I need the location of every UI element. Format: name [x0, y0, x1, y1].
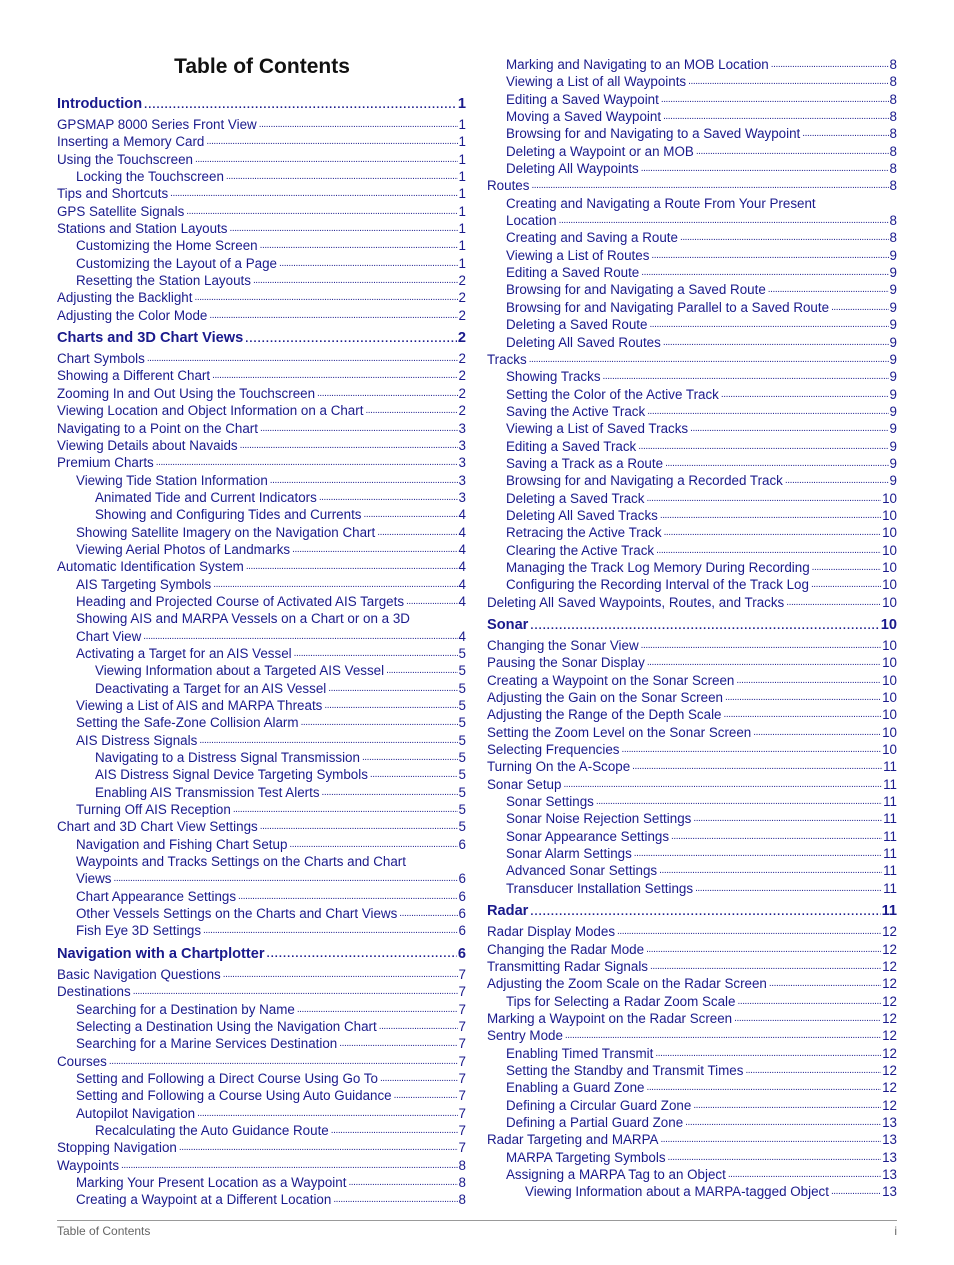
toc-page-number: 4: [458, 507, 466, 523]
toc-entry-title: MARPA Targeting Symbols: [506, 1149, 666, 1165]
toc-page-number: 5: [458, 784, 466, 800]
toc-entry-title: Destinations: [57, 984, 131, 1000]
toc-entry-title: Premium Charts: [57, 455, 154, 471]
toc-page-number: 8: [889, 91, 897, 107]
toc-entry-title: Viewing Aerial Photos of Landmarks: [76, 541, 291, 557]
toc-entry-title: Adjusting the Color Mode: [57, 307, 208, 323]
toc-entry-title: Creating and Navigating a Route From Your Present: [506, 195, 816, 211]
toc-page-number: 11: [883, 811, 897, 827]
toc-page-number: 6: [458, 888, 466, 904]
toc-entry-title: Radar Targeting and MARPA: [487, 1132, 659, 1148]
toc-entry-title: Viewing a List of Saved Tracks: [506, 421, 689, 437]
toc-entry-title: Adjusting the Gain on the Sonar Screen: [487, 690, 723, 706]
toc-page-number: 10: [882, 559, 897, 575]
toc-entry-title: Showing Satellite Imagery on the Navigation Chart: [76, 524, 376, 540]
toc-page-number: 10: [880, 617, 897, 633]
toc-entry[interactable]: [57, 836, 466, 853]
toc-entry-title: Chart Symbols: [57, 351, 145, 367]
toc-entry-title: Deleting All Saved Tracks: [506, 507, 658, 523]
toc-entry-title: Animated Tide and Current Indicators: [95, 489, 317, 505]
toc-entry-title: Deleting a Saved Route: [506, 317, 648, 333]
toc-entry[interactable]: [57, 922, 466, 939]
toc-entry-title: Sonar: [487, 617, 529, 633]
toc-entry-title: Automatic Identification System: [57, 559, 244, 575]
toc-page-number: 7: [458, 1105, 466, 1121]
toc-page-number: 10: [882, 594, 897, 610]
toc-page-number: 6: [458, 836, 466, 852]
toc-page-number: 5: [458, 750, 466, 766]
toc-page-number: 13: [882, 1149, 897, 1165]
toc-entry-title: Radar: [487, 903, 529, 920]
toc-page-number: 6: [458, 871, 466, 887]
toc-page-number: 10: [882, 690, 897, 706]
toc-dot-leader: [695, 878, 882, 897]
toc-page-number: 8: [889, 109, 897, 125]
toc-page-number: 8: [889, 178, 897, 194]
toc-entry[interactable]: [57, 1191, 466, 1208]
toc-page-number: 7: [458, 1001, 466, 1017]
toc-entry-title: Changing the Radar Mode: [487, 941, 645, 957]
toc-page-number: 10: [882, 742, 897, 758]
toc-entry-title: AIS Distress Signals: [76, 732, 198, 748]
toc-page-number: 5: [458, 767, 466, 783]
toc-entry-title: Advanced Sonar Settings: [506, 863, 658, 879]
toc-entry[interactable]: [57, 307, 466, 324]
toc-entry-title: Waypoints: [57, 1157, 120, 1173]
toc-entry-title: Viewing Location and Object Information on a Chart: [57, 403, 364, 419]
toc-page-number: 2: [458, 273, 466, 289]
toc-entry-title: Deleting All Saved Routes: [506, 334, 661, 350]
toc-entry-title: Heading and Projected Course of Activated AIS Targets: [76, 593, 405, 609]
toc-entry-title: Showing Tracks: [506, 369, 601, 385]
toc-entry-title: Sentry Mode: [487, 1028, 563, 1044]
toc-page-number: 1: [458, 134, 466, 150]
toc-section-heading[interactable]: [57, 327, 466, 350]
toc-column-left: [57, 93, 466, 1209]
toc-page-number: 10: [882, 490, 897, 506]
toc-entry-title: Other Vessels Settings on the Charts and Chart Views: [76, 906, 398, 922]
toc-entry-title: Waypoints and Tracks Settings on the Charts and Chart: [76, 854, 406, 870]
toc-page-number: 11: [883, 828, 897, 844]
toc-entry-title: Sonar Appearance Settings: [506, 828, 670, 844]
toc-entry-title: Activating a Target for an AIS Vessel: [76, 645, 292, 661]
toc-entry-title: Turning Off AIS Reception: [76, 802, 231, 818]
toc-entry-title: Marking and Navigating to an MOB Location: [506, 57, 769, 72]
toc-entry-title: Marking a Waypoint on the Radar Screen: [487, 1010, 733, 1026]
toc-dot-leader: [530, 900, 880, 924]
toc-page-number: 12: [882, 1097, 897, 1113]
toc-entry-title: Customizing the Home Screen: [76, 238, 258, 254]
toc-entry-title: Defining a Partial Guard Zone: [506, 1114, 684, 1130]
toc-page-number: 7: [458, 966, 466, 982]
toc-page-number: 8: [458, 1192, 466, 1208]
toc-page-number: 11: [881, 903, 897, 920]
toc-dot-leader: [289, 834, 457, 853]
toc-page-number: 7: [458, 1018, 466, 1034]
toc-page-number: 9: [889, 369, 897, 385]
footer-divider: [57, 1220, 897, 1221]
toc-entry[interactable]: [487, 1183, 897, 1200]
toc-entry-title: Turning On the A-Scope: [487, 759, 631, 775]
toc-page-number: 9: [889, 351, 897, 367]
toc-page-number: 9: [889, 473, 897, 489]
toc-entry-title: Setting the Standby and Transmit Times: [506, 1062, 744, 1078]
toc-page-number: 2: [458, 290, 466, 306]
toc-entry-title: Navigation and Fishing Chart Setup: [76, 836, 288, 852]
toc-entry-title: AIS Targeting Symbols: [76, 576, 212, 592]
toc-entry-title: Showing AIS and MARPA Vessels on a Chart or on a 3D: [76, 611, 410, 627]
toc-entry-title: Clearing the Active Track: [506, 542, 655, 558]
toc-page-number: 8: [889, 143, 897, 159]
toc-entry-title: Tips for Selecting a Radar Zoom Scale: [506, 993, 736, 1009]
toc-page-number: 7: [458, 1070, 466, 1086]
toc-entry-title: Adjusting the Zoom Scale on the Radar Screen: [487, 976, 767, 992]
toc-page-number: 5: [458, 698, 466, 713]
toc-entry-title: Tracks: [487, 351, 527, 367]
footer-section-label: Table of Contents: [57, 1224, 151, 1238]
toc-page-number: 10: [882, 542, 897, 558]
toc-entry-title: Enabling a Guard Zone: [506, 1080, 645, 1096]
toc-page-number: 13: [882, 1132, 897, 1148]
toc-entry[interactable]: [487, 594, 897, 611]
toc-page-number: 12: [882, 976, 897, 992]
toc-entry[interactable]: [57, 576, 466, 593]
toc-entry-title: Editing a Saved Track: [506, 438, 637, 454]
toc-entry-title: Transducer Installation Settings: [506, 880, 694, 896]
toc-entry-title: Viewing a List of AIS and MARPA Threats: [76, 698, 323, 713]
toc-page-number: 10: [882, 724, 897, 740]
toc-entry-title: Routes: [487, 178, 530, 194]
toc-page-number: 11: [883, 759, 897, 775]
toc-entry-title: Creating and Saving a Route: [506, 230, 678, 246]
toc-entry-title: Assigning a MARPA Tag to an Object: [506, 1166, 726, 1182]
toc-entry-title: Transmitting Radar Signals: [487, 958, 649, 974]
toc-entry-title: Editing a Saved Route: [506, 265, 640, 281]
toc-entry-title: Setting and Following a Course Using Auto Guidance: [76, 1088, 392, 1104]
toc-page-number: 3: [458, 472, 466, 488]
toc-entry-title: Recalculating the Auto Guidance Route: [95, 1122, 329, 1138]
toc-entry[interactable]: [487, 880, 897, 897]
toc-page-number: 5: [458, 680, 466, 696]
toc-page-number: 9: [889, 247, 897, 263]
toc-page-number: 13: [882, 1184, 897, 1200]
toc-page-number: 10: [882, 672, 897, 688]
toc-page-number: 8: [889, 230, 897, 246]
toc-entry-title: Location: [506, 213, 557, 229]
toc-page-number: 7: [458, 1036, 466, 1052]
toc-page-number: 2: [458, 351, 466, 367]
toc-page-number: 10: [882, 655, 897, 671]
toc-entry-title: Chart and 3D Chart View Settings: [57, 819, 258, 835]
toc-page-number: 1: [458, 186, 466, 202]
toc-page-number: 12: [882, 1028, 897, 1044]
toc-entry-title: Locking the Touchscreen: [76, 169, 224, 185]
toc-page-number: 4: [458, 524, 466, 540]
toc-page-number: 9: [889, 455, 897, 471]
toc-page-number: 8: [889, 126, 897, 142]
toc-page-number: 12: [882, 1010, 897, 1026]
toc-page-number: 4: [458, 541, 466, 557]
toc-dot-leader: [333, 1189, 457, 1208]
toc-page-number: 4: [458, 593, 466, 609]
toc-page-number: 7: [458, 1088, 466, 1104]
toc-entry-title: Browsing for and Navigating to a Saved Waypoint: [506, 126, 801, 142]
toc-page-number: 5: [458, 732, 466, 748]
toc-page-number: 6: [458, 906, 466, 922]
toc-page-number: 12: [882, 1062, 897, 1078]
toc-entry-title: Changing the Sonar View: [487, 638, 639, 653]
toc-section-heading[interactable]: [487, 614, 897, 637]
toc-entry-title: Setting and Following a Direct Course Using Go To: [76, 1070, 378, 1086]
toc-entry-title: Using the Touchscreen: [57, 151, 193, 167]
toc-entry-title: Defining a Circular Guard Zone: [506, 1097, 692, 1113]
toc-dot-leader: [245, 327, 457, 351]
toc-entry-title: Moving a Saved Waypoint: [506, 109, 662, 125]
toc-dot-leader: [786, 592, 881, 611]
toc-entry-title: Viewing Information about a MARPA-tagged Object: [525, 1184, 829, 1200]
toc-page-number: 1: [458, 255, 466, 271]
toc-entry-title: Enabling Timed Transmit: [506, 1045, 654, 1061]
toc-section-heading[interactable]: [487, 900, 897, 923]
toc-page-number: 3: [458, 489, 466, 505]
toc-entry-title: Fish Eye 3D Settings: [76, 923, 202, 939]
toc-page-number: 8: [889, 74, 897, 90]
toc-page-number: 13: [882, 1114, 897, 1130]
toc-dot-leader: [144, 93, 457, 117]
toc-page-number: 8: [458, 1157, 466, 1173]
toc-entry-title: Courses: [57, 1053, 107, 1069]
toc-dot-leader: [831, 1181, 881, 1200]
toc-entry-title: Deleting All Waypoints: [506, 161, 639, 177]
toc-entry-title: Marking Your Present Location as a Waypoint: [76, 1174, 347, 1190]
toc-page-number: 11: [883, 863, 897, 879]
toc-entry-title: GPS Satellite Signals: [57, 203, 185, 219]
toc-page-number: 9: [889, 438, 897, 454]
toc-entry-title: Chart View: [76, 628, 142, 644]
toc-page-number: 7: [458, 1122, 466, 1138]
toc-entry-title: Navigating to a Point on the Chart: [57, 420, 258, 436]
toc-entry-title: Adjusting the Range of the Depth Scale: [487, 707, 722, 723]
toc-entry-title: Editing a Saved Waypoint: [506, 91, 659, 107]
toc-dot-leader: [203, 920, 458, 939]
toc-entry-title: Navigation with a Chartplotter: [57, 945, 265, 962]
toc-entry-title: Views: [76, 871, 112, 887]
toc-page-number: 4: [458, 559, 466, 575]
toc-page-number: 9: [889, 299, 897, 315]
toc-entry-title: Stopping Navigation: [57, 1140, 177, 1156]
toc-page-number: 7: [458, 1053, 466, 1069]
toc-page-number: 8: [458, 1174, 466, 1190]
toc-entry-title: Viewing a List of all Waypoints: [506, 74, 687, 90]
toc-entry-title: Browsing for and Navigating Parallel to a Saved Route: [506, 299, 830, 315]
toc-page-number: 7: [458, 984, 466, 1000]
toc-entry-title: Autopilot Navigation: [76, 1105, 196, 1121]
toc-entry-title: Sonar Settings: [506, 794, 594, 810]
toc-entry-title: Zooming In and Out Using the Touchscreen: [57, 385, 316, 401]
toc-page-number: 12: [882, 924, 897, 940]
toc-entry-title: Pausing the Sonar Display: [487, 655, 645, 671]
toc-page-number: 2: [458, 307, 466, 323]
toc-dot-leader: [530, 614, 879, 638]
toc-entry-title: Browsing for and Navigating a Saved Route: [506, 282, 766, 298]
toc-entry[interactable]: [487, 177, 897, 194]
toc-page-number: 9: [889, 265, 897, 281]
toc-page-number: 12: [882, 1045, 897, 1061]
toc-dot-leader: [267, 942, 457, 966]
toc-entry-title: Sonar Noise Rejection Settings: [506, 811, 692, 827]
toc-entry-title: Selecting a Destination Using the Navigation Chart: [76, 1018, 377, 1034]
toc-entry-title: Deleting All Saved Waypoints, Routes, and Tracks: [487, 594, 785, 610]
toc-page-number: 9: [889, 386, 897, 402]
toc-page-number: 13: [882, 1166, 897, 1182]
toc-entry-title: GPSMAP 8000 Series Front View: [57, 117, 257, 132]
toc-page-number: 1: [458, 169, 466, 185]
toc-entry-title: Retracing the Active Track: [506, 525, 662, 541]
toc-page-number: 4: [458, 576, 466, 592]
toc-section-heading[interactable]: [57, 943, 466, 966]
toc-entry-title: Inserting a Memory Card: [57, 134, 205, 150]
toc-page-number: 5: [458, 802, 466, 818]
toc-page-number: 3: [458, 437, 466, 453]
toc-page-number: 1: [458, 117, 466, 132]
toc-entry-title: Saving a Track as a Route: [506, 455, 664, 471]
toc-page-number: 1: [458, 203, 466, 219]
toc-page-number: 1: [458, 238, 466, 254]
toc-entry-title: Sonar Setup: [487, 776, 562, 792]
toc-page-number: 10: [882, 707, 897, 723]
toc-entry-title: Radar Display Modes: [487, 924, 616, 940]
toc-page-number: 5: [458, 715, 466, 731]
toc-page-number: 12: [882, 941, 897, 957]
toc-page-number: 1: [457, 96, 466, 112]
toc-entry-title: Viewing Information about a Targeted AIS Vessel: [95, 663, 385, 679]
toc-entry-title: Managing the Track Log Memory During Recording: [506, 559, 810, 575]
toc-entry[interactable]: [57, 593, 466, 610]
toc-page-number: 12: [882, 993, 897, 1009]
toc-page-number: 9: [889, 282, 897, 298]
toc-page-number: 9: [889, 403, 897, 419]
toc-page-number: 5: [458, 663, 466, 679]
toc-page-number: 8: [889, 57, 897, 72]
toc-page-number: 3: [458, 455, 466, 471]
toc-entry-title: Searching for a Marine Services Destination: [76, 1036, 338, 1052]
toc-column-right: [487, 56, 897, 1201]
toc-page-number: 5: [458, 819, 466, 835]
toc-entry-title: Sonar Alarm Settings: [506, 846, 632, 862]
toc-entry-title: Creating a Waypoint at a Different Location: [76, 1192, 332, 1208]
toc-entry-title: Navigating to a Distress Signal Transmission: [95, 750, 360, 766]
toc-entry-title: Tips and Shortcuts: [57, 186, 169, 202]
toc-page-number: 2: [457, 330, 466, 347]
toc-entry-title: Basic Navigation Questions: [57, 966, 221, 982]
toc-entry-title: Adjusting the Backlight: [57, 290, 193, 306]
toc-dot-leader: [209, 305, 457, 324]
toc-entry-title: Chart Appearance Settings: [76, 888, 237, 904]
toc-entry-title: AIS Distress Signal Device Targeting Symbols: [95, 767, 368, 783]
toc-dot-leader: [406, 591, 458, 610]
toc-page-number: 9: [889, 317, 897, 333]
page-title: Table of Contents: [174, 55, 350, 78]
toc-page-number: 11: [883, 776, 897, 792]
toc-entry-title: Selecting Frequencies: [487, 742, 620, 758]
toc-page-number: 11: [883, 880, 897, 896]
toc-entry-title: Setting the Safe-Zone Collision Alarm: [76, 715, 299, 731]
toc-page-number: 2: [458, 368, 466, 384]
toc-page-number: 12: [882, 958, 897, 974]
toc-entry-title: Deactivating a Target for an AIS Vessel: [95, 680, 327, 696]
toc-entry-title: Deleting a Saved Track: [506, 490, 645, 506]
toc-page-number: 10: [882, 525, 897, 541]
toc-page-number: 1: [458, 151, 466, 167]
toc-page-number: 3: [458, 420, 466, 436]
toc-entry-title: Deleting a Waypoint or an MOB: [506, 143, 694, 159]
toc-page-number: 11: [883, 846, 897, 862]
toc-page-number: 10: [882, 507, 897, 523]
toc-page-number: 12: [882, 1080, 897, 1096]
toc-page-number: 10: [882, 638, 897, 653]
toc-entry-title: Searching for a Destination by Name: [76, 1001, 295, 1017]
toc-page-number: 7: [458, 1140, 466, 1156]
toc-page-number: 8: [889, 161, 897, 177]
toc-page-number: 5: [458, 645, 466, 661]
toc-entry-title: Showing a Different Chart: [57, 368, 211, 384]
toc-entry-title: Customizing the Layout of a Page: [76, 255, 277, 271]
toc-entry-title: Saving the Active Track: [506, 403, 646, 419]
toc-entry-title: Showing and Configuring Tides and Currents: [95, 507, 362, 523]
toc-entry-title: Viewing Tide Station Information: [76, 472, 268, 488]
toc-entry-title: Resetting the Station Layouts: [76, 273, 251, 289]
toc-entry-title: Viewing Details about Navaids: [57, 437, 238, 453]
toc-page-number: 9: [889, 334, 897, 350]
toc-page-number: 2: [458, 385, 466, 401]
toc-page-number: 8: [889, 213, 897, 229]
toc-page-number: 11: [883, 794, 897, 810]
toc-entry-title: Stations and Station Layouts: [57, 221, 228, 237]
toc-entry-title: Introduction: [57, 96, 143, 112]
toc-page-number: 1: [458, 221, 466, 237]
toc-page-number: 6: [458, 923, 466, 939]
toc-section-heading[interactable]: [57, 93, 466, 116]
toc-page-number: 9: [889, 421, 897, 437]
toc-entry-title: Creating a Waypoint on the Sonar Screen: [487, 672, 735, 688]
toc-entry-title: Enabling AIS Transmission Test Alerts: [95, 784, 320, 800]
toc-entry-title: Setting the Zoom Level on the Sonar Screen: [487, 724, 752, 740]
toc-entry-title: Charts and 3D Chart Views: [57, 330, 244, 347]
toc-entry-title: Configuring the Recording Interval of the Track Log: [506, 577, 809, 593]
footer-page-number: i: [894, 1224, 897, 1238]
toc-page-number: 10: [882, 577, 897, 593]
toc-entry-title: Viewing a List of Routes: [506, 247, 650, 263]
toc-page-number: 4: [458, 628, 466, 644]
toc-entry-title: Setting the Color of the Active Track: [506, 386, 719, 402]
toc-page-number: 6: [457, 945, 466, 962]
toc-page-number: 2: [458, 403, 466, 419]
toc-dot-leader: [531, 175, 888, 194]
toc-entry-title: Browsing for and Navigating a Recorded Track: [506, 473, 783, 489]
